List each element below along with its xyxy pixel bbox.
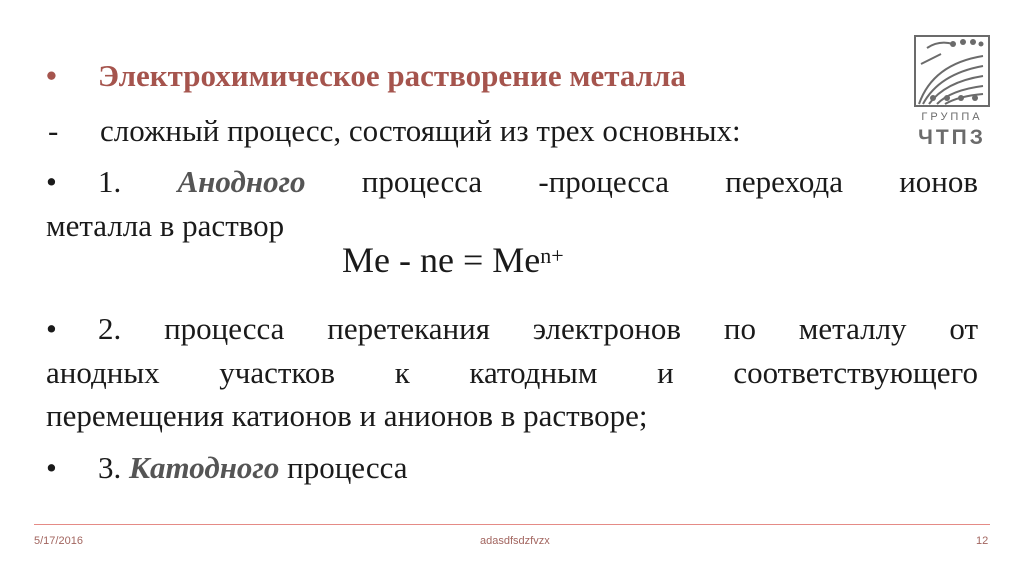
- item3-line: [46, 450, 407, 486]
- item3-number: 3.: [98, 450, 122, 485]
- item1-number: 1.: [98, 164, 122, 199]
- item3-text: процесса: [287, 450, 408, 485]
- item2-line2: анодных участков к катодным и соответствующего: [46, 355, 978, 390]
- item1-keyword: Анодного: [177, 164, 306, 199]
- logo-emblem-icon: [913, 34, 991, 152]
- bullet: •: [46, 164, 57, 199]
- item1-text: процесса -процесса перехода ионов: [361, 164, 979, 199]
- item2-text1: 2. процесса перетекания электронов по металлу от: [98, 311, 978, 346]
- slide-title: Электрохимическое растворение металла: [98, 58, 686, 93]
- subtitle: сложный процесс, состоящий из трех основных:: [100, 113, 741, 148]
- item1-line2: металла в раствор: [46, 208, 285, 243]
- formula: [342, 240, 564, 280]
- slide-number: 12: [976, 535, 989, 547]
- item3-keyword: Катодного: [129, 450, 280, 485]
- footer-center-text: adasdfsdzfvzx: [480, 535, 550, 547]
- bullet: •: [46, 450, 57, 485]
- formula-main: Me - ne = Me: [342, 240, 541, 280]
- company-logo: [913, 34, 991, 152]
- dash: -: [48, 113, 59, 148]
- footer-divider: [34, 524, 990, 525]
- logo-bottom-text: ЧТПЗ: [918, 126, 986, 149]
- logo-top-text: ГРУППА: [921, 111, 983, 123]
- formula-superscript: n+: [540, 243, 564, 268]
- item2-line1: [46, 311, 978, 347]
- item2-line3: перемещения катионов и анионов в растворе;: [46, 398, 648, 433]
- item1-line1: [46, 164, 978, 200]
- bullet: •: [46, 58, 57, 93]
- footer-date: 5/17/2016: [34, 535, 83, 547]
- slide-title-line: [46, 58, 686, 94]
- subtitle-line: [48, 113, 741, 149]
- bullet: •: [46, 311, 57, 346]
